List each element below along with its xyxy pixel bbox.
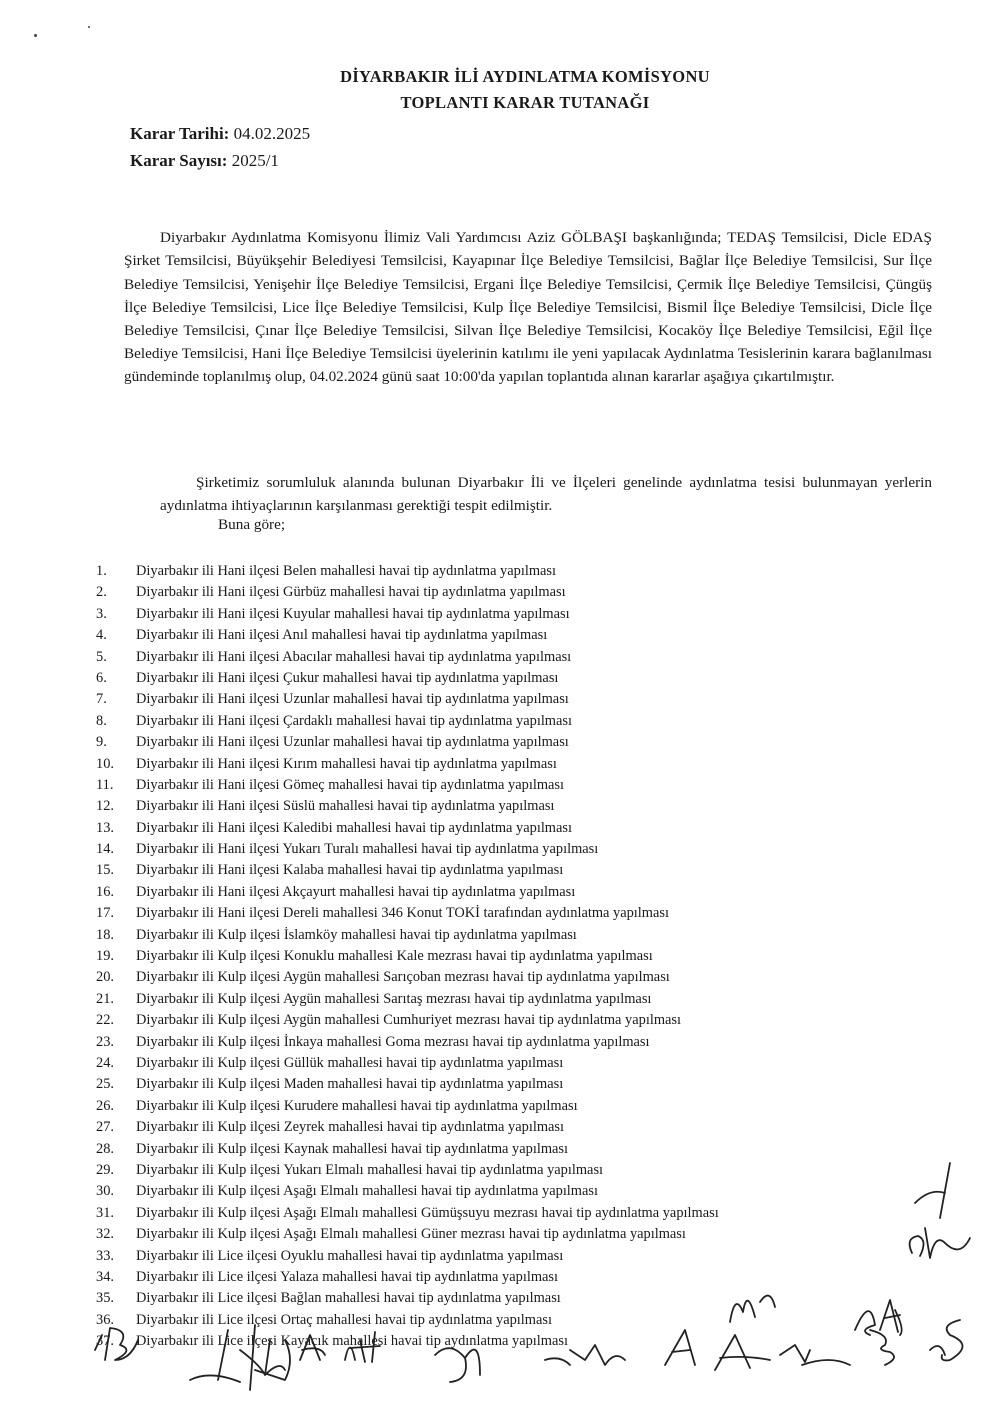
list-item-number: 20.	[96, 969, 114, 986]
list-item	[96, 668, 896, 689]
list-item-text: Diyarbakır ili Hani ilçesi Uzunlar mahallesi havai tip aydınlatma yapılması	[136, 734, 569, 751]
body-paragraph-2: Şirketimiz sorumluluk alanında bulunan Diyarbakır İli ve İlçeleri genelinde aydınlatma tesisi bulunmayan yerlerin aydınlatma ihtiyaçlarının karşılanması gerektiği tespit edilmiştir.	[160, 474, 932, 515]
list-item	[96, 689, 896, 710]
list-item-text: Diyarbakır ili Lice ilçesi Oyuklu mahallesi havai tip aydınlatma yapılması	[136, 1247, 564, 1264]
list-intro: Buna göre;	[218, 516, 286, 533]
list-item	[96, 732, 896, 753]
list-item-text: Diyarbakır ili Kulp ilçesi İnkaya mahallesi Goma mezrası havai tip aydınlatma yapılması	[136, 1033, 650, 1050]
decision-date	[130, 120, 310, 147]
list-item	[96, 882, 896, 903]
list-item-number: 15.	[96, 862, 114, 879]
decision-date-label: Karar Tarihi:	[130, 124, 230, 143]
document-title	[290, 64, 760, 116]
list-item	[96, 775, 896, 796]
list-item	[96, 796, 896, 817]
list-item-number: 19.	[96, 948, 114, 965]
decision-number	[130, 147, 310, 174]
decision-list	[96, 561, 896, 1352]
list-item-text: Diyarbakır ili Lice ilçesi Yalaza mahallesi havai tip aydınlatma yapılması	[136, 1268, 558, 1285]
decision-number-label: Karar Sayısı:	[130, 151, 228, 170]
list-item-text: Diyarbakır ili Hani ilçesi Dereli mahallesi 346 Konut TOKİ tarafından aydınlatma yapılması	[136, 905, 669, 922]
list-item	[96, 1096, 896, 1117]
list-item-text: Diyarbakır ili Kulp ilçesi İslamköy mahallesi havai tip aydınlatma yapılması	[136, 926, 577, 943]
list-item-number: 6.	[96, 669, 107, 686]
list-item-number: 17.	[96, 905, 114, 922]
list-item-number: 3.	[96, 605, 107, 622]
list-item-text: Diyarbakır ili Kulp ilçesi Zeyrek mahallesi havai tip aydınlatma yapılması	[136, 1119, 564, 1136]
list-item-text: Diyarbakır ili Kulp ilçesi Aygün mahallesi Cumhuriyet mezrası havai tip aydınlatma yapılması	[136, 1012, 681, 1029]
list-item	[96, 625, 896, 646]
list-item-text: Diyarbakır ili Hani ilçesi Anıl mahallesi havai tip aydınlatma yapılması	[136, 627, 548, 644]
list-item-text: Diyarbakır ili Hani ilçesi Kırım mahallesi havai tip aydınlatma yapılması	[136, 755, 557, 772]
list-item-text: Diyarbakır ili Hani ilçesi Çukur mahallesi havai tip aydınlatma yapılması	[136, 669, 559, 686]
list-item-number: 11.	[96, 776, 114, 793]
list-item-number: 30.	[96, 1183, 114, 1200]
list-item-text: Diyarbakır ili Hani ilçesi Gömeç mahallesi havai tip aydınlatma yapılması	[136, 776, 564, 793]
list-item	[96, 647, 896, 668]
list-item-number: 21.	[96, 990, 114, 1007]
list-item-text: Diyarbakır ili Hani ilçesi Kalaba mahallesi havai tip aydınlatma yapılması	[136, 862, 564, 879]
list-item-text: Diyarbakır ili Hani ilçesi Kuyular mahallesi havai tip aydınlatma yapılması	[136, 605, 570, 622]
list-item	[96, 1117, 896, 1138]
list-item	[96, 1181, 896, 1202]
list-item	[96, 1074, 896, 1095]
body-paragraph-1: Diyarbakır Aydınlatma Komisyonu İlimiz Vali Yardımcısı Aziz GÖLBAŞI başkanlığında; TEDAŞ Temsilcisi, Dicle EDAŞ Şirket Temsilcisi, Büyükşehir Belediyesi Temsilcisi, Kayapınar İlçe Belediye Temsilcisi, Bağlar İlçe Belediye Temsilcisi, Sur İlçe Belediye Temsilcisi, Yenişehir İlçe Belediye Temsilcisi, Ergani İlçe Belediye Temsilcisi, Çermik İlçe Belediye Temsilcisi, Çüngüş İlçe Belediye Temsilcisi, Lice İlçe Belediye Temsilcisi, Kulp İlçe Belediye Temsilcisi, Bismil İlçe Belediye Temsilcisi, Dicle İlçe Belediye Temsilcisi, Çınar İlçe Belediye Temsilcisi, Silvan İlçe Belediye Temsilcisi, Kocaköy İlçe Belediye Temsilcisi, Eğil İlçe Belediye Temsilcisi, Hani İlçe Belediye Temsilcisi üyelerinin katılımı ile yeni yapılacak Aydınlatma Tesislerinin karara bağlanılması gündeminde toplanılmış olup, 04.02.2024 günü saat 10:00'da yapılan toplantıda alınan kararlar aşağıya çıkartılmıştır.	[124, 229, 932, 386]
list-item-text: Diyarbakır ili Hani ilçesi Süslü mahallesi havai tip aydınlatma yapılması	[136, 798, 555, 815]
list-item-text: Diyarbakır ili Kulp ilçesi Aygün mahallesi Sarıtaş mezrası havai tip aydınlatma yapılması	[136, 990, 652, 1007]
list-item-number: 16.	[96, 883, 114, 900]
list-item-number: 26.	[96, 1097, 114, 1114]
list-item-number: 5.	[96, 648, 107, 665]
decision-meta	[130, 120, 310, 174]
title-line-2: TOPLANTI KARAR TUTANAĞI	[400, 93, 650, 112]
list-item	[96, 925, 896, 946]
list-item	[96, 1053, 896, 1074]
list-item	[96, 839, 896, 860]
list-item	[96, 604, 896, 625]
list-item-text: Diyarbakır ili Kulp ilçesi Güllük mahallesi havai tip aydınlatma yapılması	[136, 1054, 564, 1071]
list-item-text: Diyarbakır ili Hani ilçesi Kaledibi mahallesi havai tip aydınlatma yapılması	[136, 819, 572, 836]
list-item-number: 8.	[96, 712, 107, 729]
list-item-number: 27.	[96, 1119, 114, 1136]
list-item-text: Diyarbakır ili Hani ilçesi Akçayurt mahallesi havai tip aydınlatma yapılması	[136, 883, 576, 900]
list-item	[96, 582, 896, 603]
list-item-text: Diyarbakır ili Kulp ilçesi Yukarı Elmalı mahallesi havai tip aydınlatma yapılması	[136, 1161, 604, 1178]
list-item-number: 33.	[96, 1247, 114, 1264]
list-item-number: 29.	[96, 1161, 114, 1178]
list-item	[96, 561, 896, 582]
list-item-number: 2.	[96, 584, 107, 601]
list-item-number: 9.	[96, 734, 107, 751]
list-item-text: Diyarbakır ili Hani ilçesi Uzunlar mahallesi havai tip aydınlatma yapılması	[136, 691, 569, 708]
title-line-1: DİYARBAKIR İLİ AYDINLATMA KOMİSYONU	[340, 67, 710, 86]
list-item	[96, 818, 896, 839]
list-item	[96, 1139, 896, 1160]
list-item-text: Diyarbakır ili Kulp ilçesi Aşağı Elmalı mahallesi Güner mezrası havai tip aydınlatma yapılması	[136, 1226, 686, 1243]
list-item-number: 23.	[96, 1033, 114, 1050]
list-item-text: Diyarbakır ili Hani ilçesi Gürbüz mahallesi havai tip aydınlatma yapılması	[136, 584, 566, 601]
list-item-number: 12.	[96, 798, 114, 815]
list-item	[96, 903, 896, 924]
scan-speck	[88, 26, 90, 28]
decision-number-value: 2025/1	[231, 151, 279, 170]
list-item-number: 25.	[96, 1076, 114, 1093]
list-item-number: 4.	[96, 627, 107, 644]
list-item-number: 10.	[96, 755, 114, 772]
list-item-number: 32.	[96, 1226, 114, 1243]
list-item-number: 14.	[96, 841, 114, 858]
list-item-text: Diyarbakır ili Kulp ilçesi Aşağı Elmalı mahallesi Gümüşsuyu mezrası havai tip aydınlatma yapılması	[136, 1204, 719, 1221]
list-item	[96, 946, 896, 967]
list-item-number: 22.	[96, 1012, 114, 1029]
list-item	[96, 754, 896, 775]
list-item-text: Diyarbakır ili Lice ilçesi Kayacık mahallesi havai tip aydınlatma yapılması	[136, 1333, 568, 1350]
list-item	[96, 1246, 896, 1267]
list-item	[96, 1160, 896, 1181]
list-item	[96, 860, 896, 881]
signature-drawing	[245, 1320, 305, 1420]
scan-speck	[34, 34, 37, 37]
list-item	[96, 967, 896, 988]
list-item-number: 36.	[96, 1311, 114, 1328]
list-item	[96, 711, 896, 732]
list-item	[96, 989, 896, 1010]
list-item-text: Diyarbakır ili Kulp ilçesi Maden mahallesi havai tip aydınlatma yapılması	[136, 1076, 564, 1093]
list-item-text: Diyarbakır ili Kulp ilçesi Konuklu mahallesi Kale mezrası havai tip aydınlatma yapılması	[136, 948, 653, 965]
list-item-text: Diyarbakır ili Kulp ilçesi Kurudere mahallesi havai tip aydınlatma yapılması	[136, 1097, 578, 1114]
list-item-number: 34.	[96, 1268, 114, 1285]
list-item-text: Diyarbakır ili Hani ilçesi Yukarı Turalı mahallesi havai tip aydınlatma yapılması	[136, 841, 599, 858]
list-item-text: Diyarbakır ili Hani ilçesi Belen mahallesi havai tip aydınlatma yapılması	[136, 563, 557, 579]
list-item	[96, 1010, 896, 1031]
list-item	[96, 1032, 896, 1053]
list-item-number: 13.	[96, 819, 114, 836]
list-item-number: 7.	[96, 691, 107, 708]
signature-drawing	[90, 1320, 960, 1420]
list-item-text: Diyarbakır ili Kulp ilçesi Aşağı Elmalı mahallesi havai tip aydınlatma yapılması	[136, 1183, 598, 1200]
list-item-number: 18.	[96, 926, 114, 943]
list-item-number: 24.	[96, 1054, 114, 1071]
list-item-text: Diyarbakır ili Lice ilçesi Bağlan mahallesi havai tip aydınlatma yapılması	[136, 1290, 561, 1307]
list-item	[96, 1203, 896, 1224]
list-item-text: Diyarbakır ili Hani ilçesi Abacılar mahallesi havai tip aydınlatma yapılması	[136, 648, 572, 665]
list-item-number: 37.	[96, 1333, 114, 1350]
list-item-text: Diyarbakır ili Lice ilçesi Ortaç mahallesi havai tip aydınlatma yapılması	[136, 1311, 552, 1328]
list-item-text: Diyarbakır ili Kulp ilçesi Aygün mahallesi Sarıçoban mezrası havai tip aydınlatma yapılması	[136, 969, 670, 986]
decision-date-value: 04.02.2025	[233, 124, 311, 143]
list-item-text: Diyarbakır ili Kulp ilçesi Kaynak mahallesi havai tip aydınlatma yapılması	[136, 1140, 569, 1157]
list-item-number: 31.	[96, 1204, 114, 1221]
list-item-text: Diyarbakır ili Hani ilçesi Çardaklı mahallesi havai tip aydınlatma yapılması	[136, 712, 572, 729]
list-item-number: 35.	[96, 1290, 114, 1307]
list-item-number: 1.	[96, 563, 107, 579]
signature-drawing	[900, 1158, 980, 1268]
list-item	[96, 1224, 896, 1245]
list-item-number: 28.	[96, 1140, 114, 1157]
